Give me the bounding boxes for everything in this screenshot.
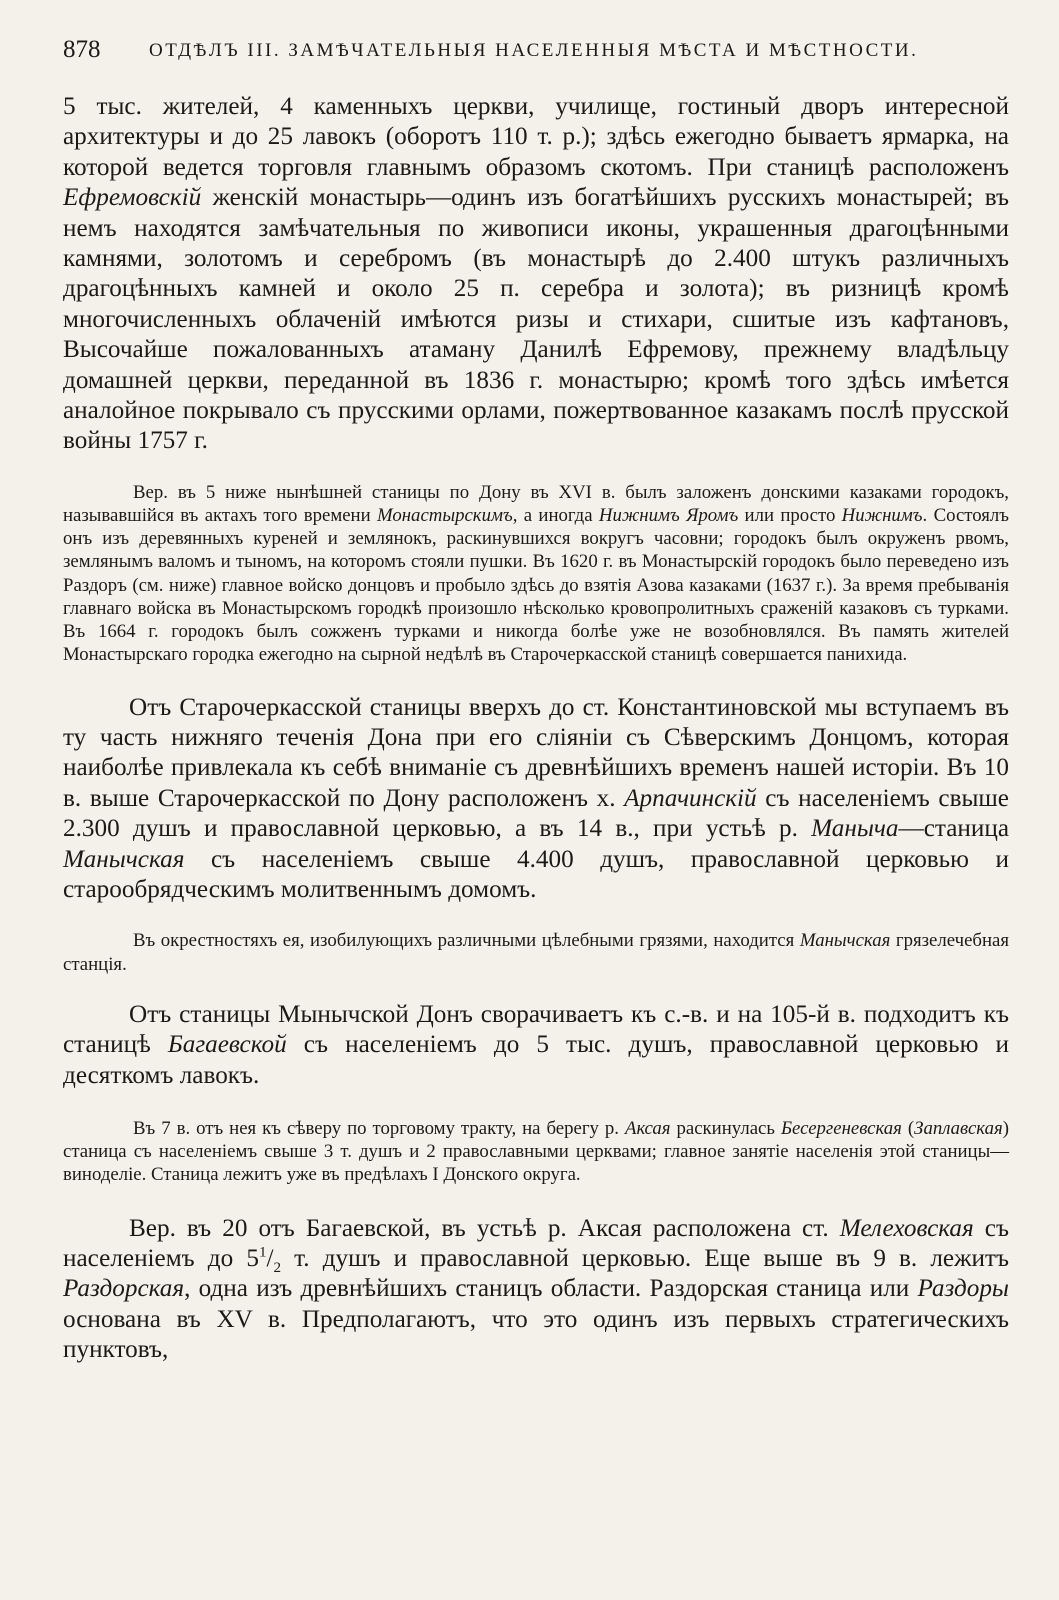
text: или просто — [738, 505, 842, 527]
text: съ населеніемъ до 5 тыс. душъ, православной церковью и десяткомъ лавокъ. — [63, 1031, 1009, 1089]
fraction-denominator: 2 — [273, 1260, 282, 1277]
page-header — [63, 36, 1009, 68]
italic-name: Аксая — [625, 1117, 671, 1139]
note-manych-spa — [63, 929, 1009, 975]
text: , а иногда — [512, 505, 599, 527]
paragraph-melekhovskaya — [63, 1214, 1009, 1366]
note-monastyrsky-town — [63, 481, 1009, 667]
italic-name: Монастырскимъ — [376, 505, 513, 527]
text: Въ 7 в. отъ нея къ сѣверу по торговому тракту, на берегу р. — [133, 1117, 625, 1139]
text: ) станица съ населеніемъ свыше 3 т. душъ и 2 православными церквами; главное занятіе населенія этой станицы—виноделіе. Станица лежитъ уже въ предѣлахъ I Донского округа. — [63, 1117, 1009, 1186]
text: Отъ станицы Мынычской Донъ сворачиваетъ къ с.-в. и на 105-й в. подходитъ къ станицѣ — [63, 1000, 1009, 1059]
italic-name: Манычская — [63, 845, 185, 873]
note-besergenevskaya — [63, 1117, 1009, 1187]
text: Вер. въ 5 ниже нынѣшней станицы по Дону въ XVI в. былъ заложенъ донскими казаками городокъ, называвшійся въ актахъ того времени — [63, 481, 1009, 527]
text: раскинулась — [670, 1117, 781, 1139]
italic-name: Манычская — [799, 930, 891, 952]
text: Отъ Старочеркасской станицы вверхъ до ст. Константиновской мы вступаемъ въ ту часть нижняго теченія Дона при его сліяніи съ Сѣверскимъ Донцомъ, которая наиболѣе привлекала къ себѣ вниманіе съ древнѣйшихъ временъ нашей исторіи. Въ 10 в. выше Старочеркасской по Дону расположенъ х. — [63, 693, 1009, 812]
italic-name: Мелеховская — [839, 1214, 974, 1242]
italic-name: Бесергеневская — [780, 1117, 902, 1139]
paragraph-lower-don — [63, 693, 1009, 906]
italic-name: Нижнимъ Яромъ — [598, 505, 739, 527]
italic-name: Ефремовскій — [63, 184, 202, 212]
fraction-slash: / — [266, 1244, 274, 1272]
italic-name: Багаевской — [167, 1031, 287, 1059]
text: Вер. въ 20 отъ Багаевской, въ устьѣ р. Аксая расположена ст. — [129, 1214, 840, 1242]
italic-name: Раздорская — [63, 1275, 185, 1303]
italic-name: Маныча — [811, 815, 899, 843]
text: , одна изъ древнѣйшихъ станицъ области. Раздорская станица или — [184, 1275, 918, 1303]
running-head: ОТДѢЛЪ III. ЗАМѢЧАТЕЛЬНЫЯ НАСЕЛЕННЫЯ МѢСТА И МѢСТНОСТИ. — [149, 40, 919, 61]
text: Въ окрестностяхъ ея, изобилующихъ различными цѣлебными грязями, находится — [133, 930, 800, 952]
text: съ населеніемъ до 5 — [63, 1214, 1009, 1272]
fraction-numerator: 1 — [258, 1244, 267, 1261]
paragraph-bagaevskaya — [63, 1000, 1009, 1091]
text: съ населеніемъ свыше 2.300 душъ и православной церковью, а въ 14 в., при устьѣ р. — [63, 784, 1009, 843]
paragraph-continuation — [63, 92, 1009, 457]
text: ( — [901, 1117, 915, 1139]
italic-name: Раздоры — [917, 1275, 1009, 1303]
text: . Состоялъ онъ изъ деревянныхъ куреней и землянокъ, раскинувшихся вокругъ часовни; городокъ былъ окруженъ рвомъ, землянымъ валомъ и тыномъ, на которомъ стояли пушки. Въ 1620 г. въ Монастырскій городокъ было переведено изъ Раздоръ (см. ниже) главное войско донцовъ и пробыло здѣсь до взятія Азова казаками (1637 г.). За время пребыванія главнаго войска въ Монастырскомъ городкѣ произошло нѣсколько кровопролитныхъ сраженій казаковъ съ турками. Въ 1664 г. городокъ былъ сожженъ турками и никогда болѣе уже не возобновлялся. Въ память жителей Монастырскаго городка ежегодно на сырной недѣлѣ въ Старочеркасской станицѣ совершается панихида. — [63, 505, 1010, 666]
text: т. душъ и православной церковью. Еще выше въ 9 в. лежитъ — [281, 1244, 1009, 1272]
text: 5 тыс. жителей, 4 каменныхъ церкви, училище, гостиный дворъ интересной архитектуры и до 25 лавокъ (оборотъ 110 т. р.); здѣсь ежегодно бываетъ ярмарка, на которой ведется торговля главнымъ образомъ скотомъ. При станицѣ расположенъ — [63, 93, 1009, 181]
text: основана въ XV в. Предполагаютъ, что это одинъ изъ первыхъ стратегическихъ пунктовъ, — [63, 1305, 1009, 1364]
italic-name: Арпачинскій — [624, 784, 757, 812]
italic-name: Заплавская — [914, 1117, 1003, 1139]
page-number: 878 — [63, 36, 101, 63]
page-body — [63, 92, 1009, 1366]
text: грязелечебная станція. — [63, 930, 1009, 975]
text: —станица — [898, 815, 1009, 843]
text: женскій монастырь—одинъ изъ богатѣйшихъ русскихъ монастырей; въ немъ находятся замѣчательныя по живописи иконы, украшенныя драгоцѣнными камнями, золотомъ и серебромъ (въ монастырѣ до 2.400 штукъ различныхъ драгоцѣнныхъ камней и около 25 п. серебра и золота); въ ризницѣ кромѣ многочисленныхъ облаченій имѣются ризы и стихари, сшитые изъ кафтановъ, Высочайше пожалованныхъ атаману Данилѣ Ефремову, прежнему владѣльцу домашней церкви, переданной въ 1836 г. монастырю; кромѣ того здѣсь имѣется аналойное покрывало съ прусскими орлами, пожертвованное казакамъ послѣ прусской войны 1757 г. — [63, 184, 1009, 455]
italic-name: Нижнимъ — [841, 505, 923, 527]
text: съ населеніемъ свыше 4.400 душъ, православной церковью и старообрядческимъ молитвеннымъ домомъ. — [63, 845, 1009, 903]
